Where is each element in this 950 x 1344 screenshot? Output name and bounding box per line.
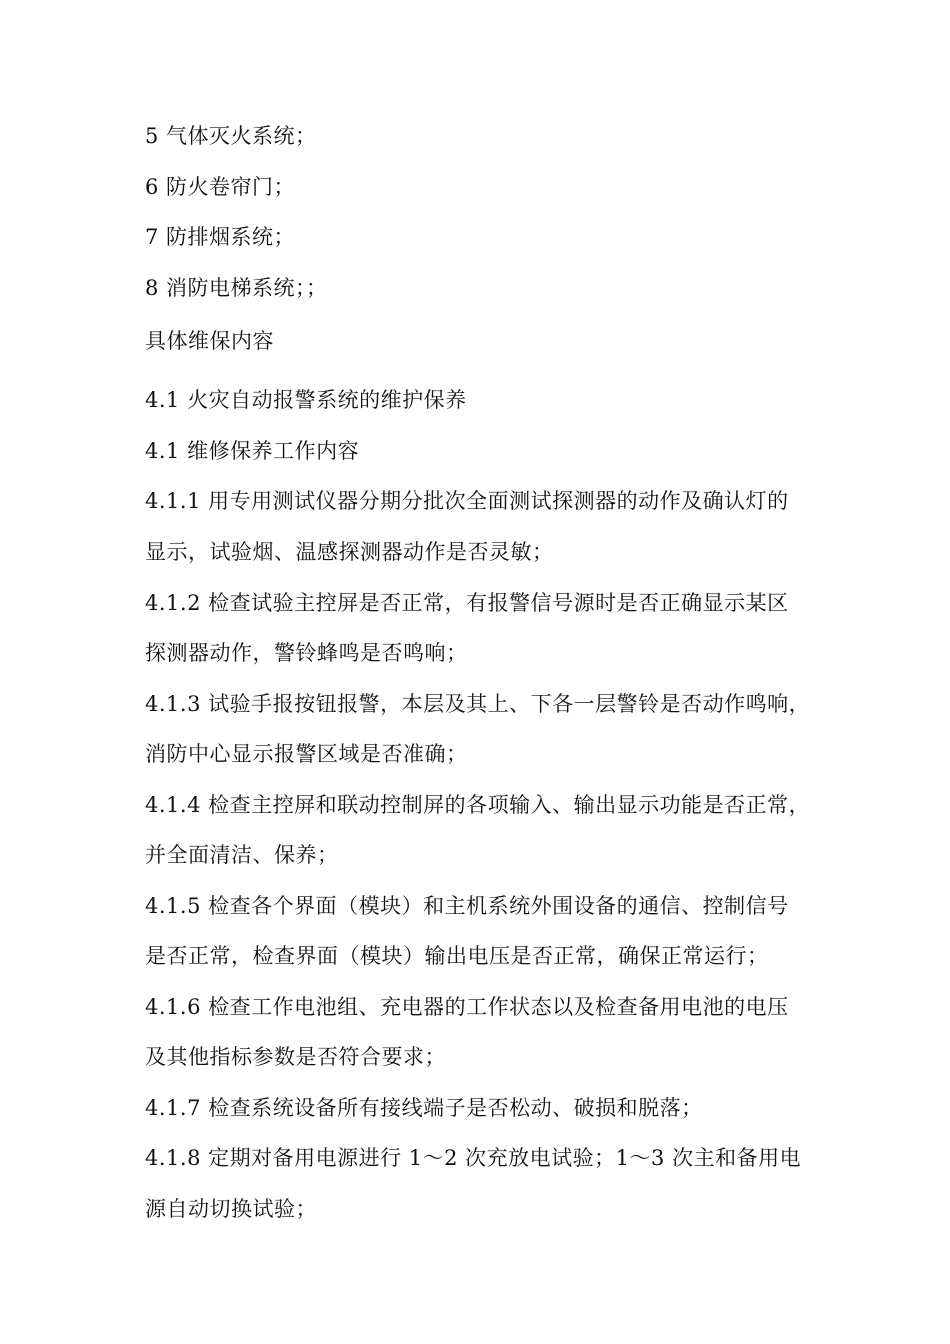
paragraph-line: 4.1.4 检查主控屏和联动控制屏的各项输入、输出显示功能是否正常， — [145, 793, 811, 817]
paragraph-line: 4.1.6 检查工作电池组、充电器的工作状态以及检查备用电池的电压 — [145, 995, 789, 1019]
paragraph-line: 4.1.1 用专用测试仪器分期分批次全面测试探测器的动作及确认灯的 — [145, 489, 789, 513]
paragraph-line: 4.1.7 检查系统设备所有接线端子是否松动、破损和脱落； — [145, 1096, 703, 1120]
paragraph-line: 消防中心显示报警区域是否准确； — [145, 742, 468, 766]
paragraph-line: 探测器动作，警铃蜂鸣是否鸣响； — [145, 641, 468, 665]
paragraph-line: 4.1.3 试验手报按钮报警，本层及其上、下各一层警铃是否动作鸣响， — [145, 692, 811, 716]
list-item-fire-shutter: 6 防火卷帘门； — [145, 175, 296, 199]
paragraph-line: 4.1.8 定期对备用电源进行 1～2 次充放电试验；1～3 次主和备用电 — [145, 1146, 802, 1170]
section-heading: 具体维保内容 — [145, 329, 274, 353]
paragraph-line: 4.1.5 检查各个界面（模块）和主机系统外围设备的通信、控制信号 — [145, 894, 789, 918]
paragraph-line: 显示，试验烟、温感探测器动作是否灵敏； — [145, 540, 554, 564]
list-item-fire-elevator: 8 消防电梯系统；； — [145, 276, 328, 300]
subsection-heading: 4.1 火灾自动报警系统的维护保养 — [145, 388, 467, 412]
paragraph-line: 4.1.2 检查试验主控屏是否正常，有报警信号源时是否正确显示某区 — [145, 591, 789, 615]
subsection-heading: 4.1 维修保养工作内容 — [145, 439, 360, 463]
paragraph-line: 源自动切换试验； — [145, 1197, 317, 1221]
paragraph-line: 是否正常，检查界面（模块）输出电压是否正常，确保正常运行； — [145, 944, 769, 968]
paragraph-line: 及其他指标参数是否符合要求； — [145, 1045, 446, 1069]
list-item-gas-extinguishing: 5 气体灭火系统； — [145, 124, 317, 148]
paragraph-line: 并全面清洁、保养； — [145, 843, 339, 867]
list-item-smoke-control: 7 防排烟系统； — [145, 225, 296, 249]
